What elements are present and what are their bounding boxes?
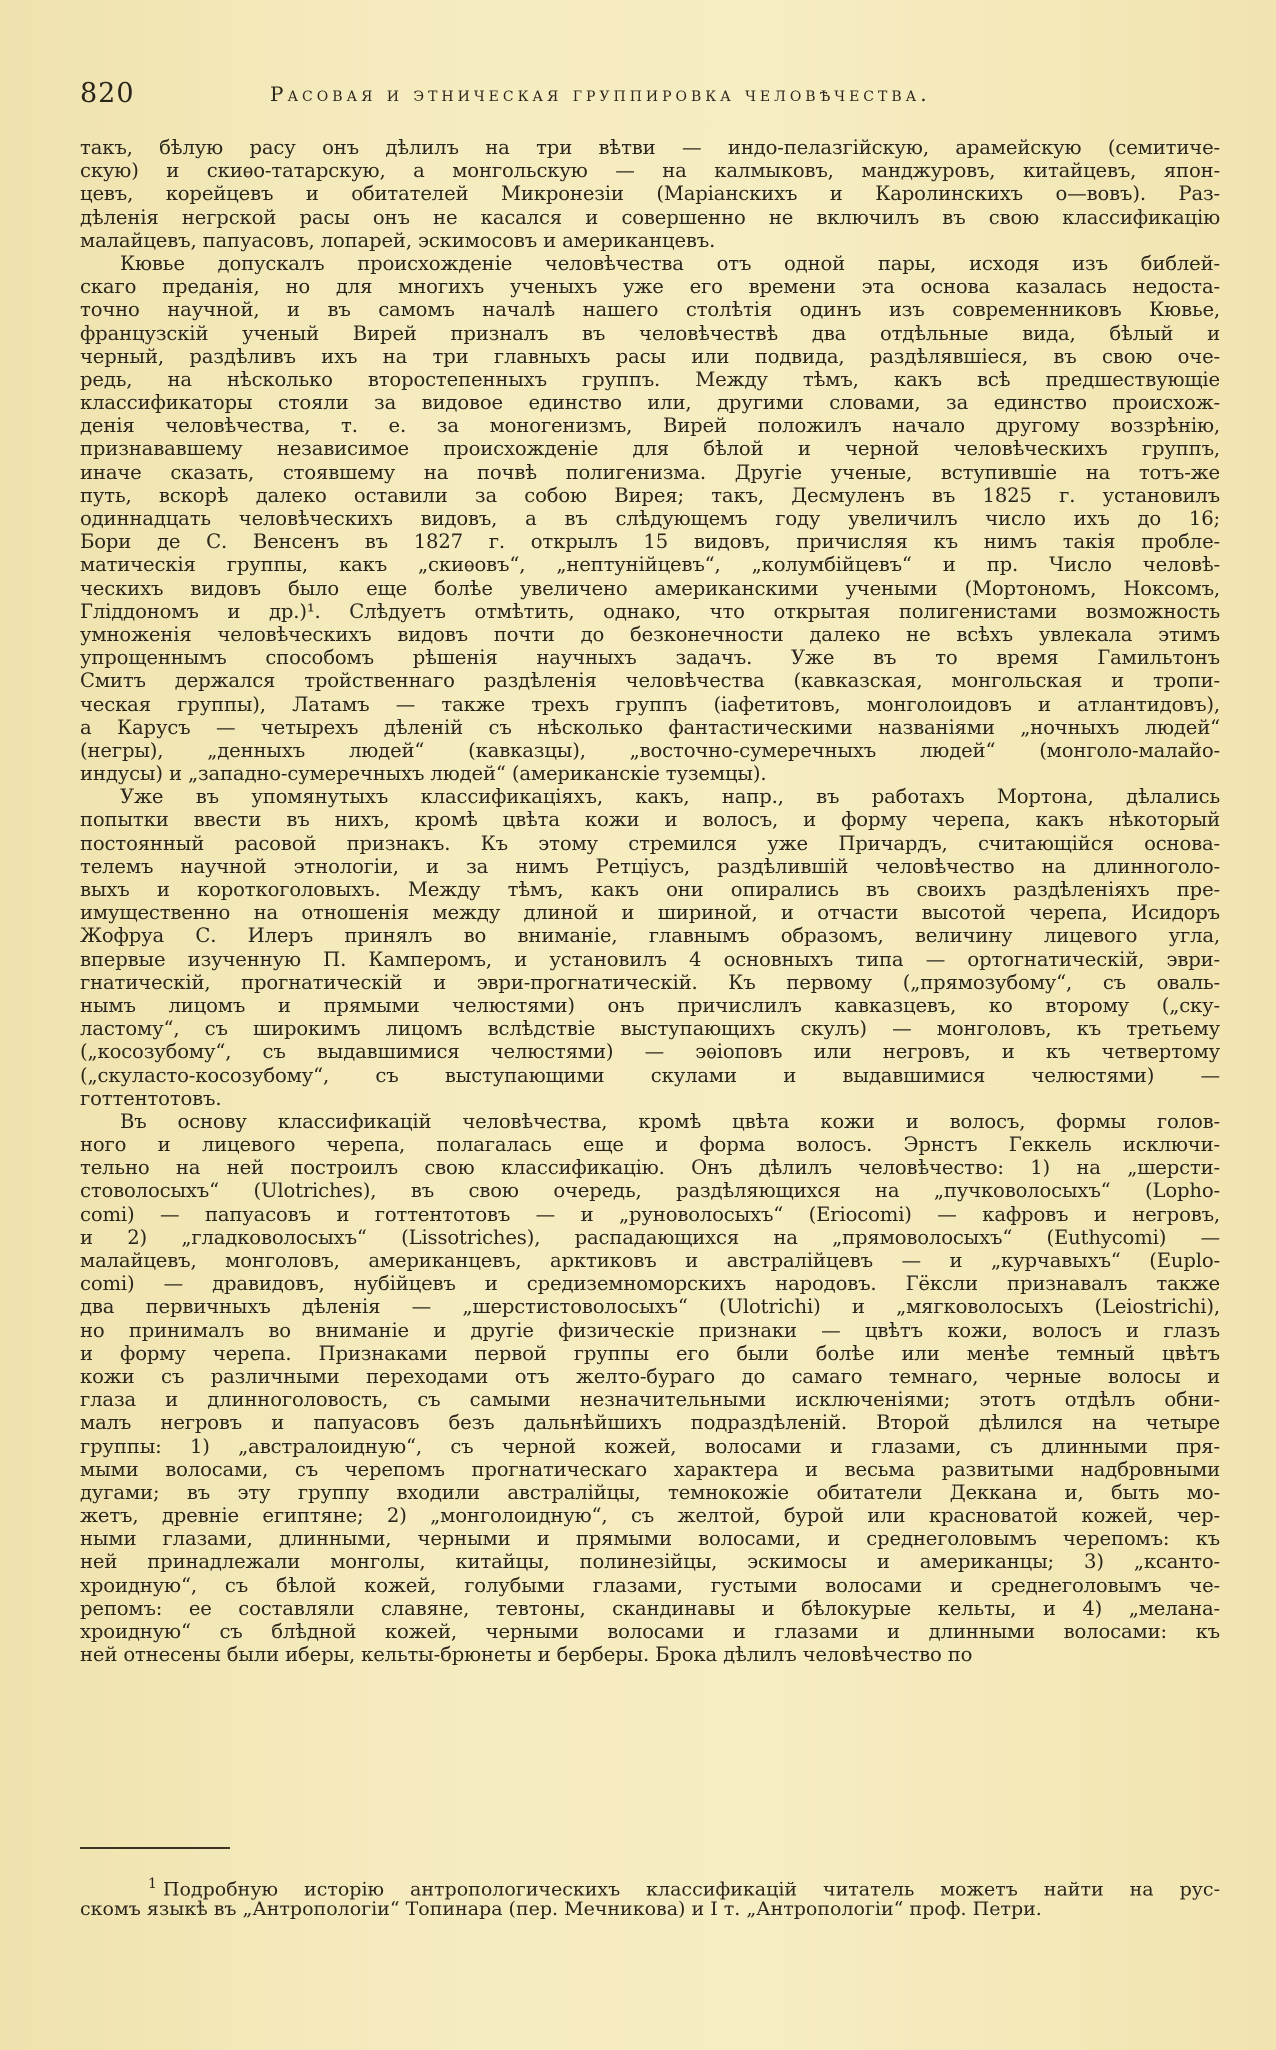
text-line: Смитъ держался тройственнаго раздѣленія человѣчества (кавказская, монгольская и тропи-: [80, 669, 1220, 693]
text-line: Жофруа С. Илеръ принялъ во вниманіе, главнымъ образомъ, величину лицевого угла,: [80, 924, 1220, 948]
text-line: матическія группы, какъ „скиѳовъ“, „нептунійцевъ“, „колумбійцевъ“ и пр. Число человѣ-: [80, 553, 1220, 577]
text-line: два первичныхъ дѣленія — „шерстистоволосыхъ“ (Ulotrichi) и „мягковолосыхъ (Leiostrichi),: [80, 1295, 1220, 1319]
text-line: comi) — папуасовъ и готтентотовъ — и „руноволосыхъ“ (Eriocomi) — кафровъ и негровъ,: [80, 1202, 1220, 1226]
footnote: [80, 1872, 1220, 1922]
text-line: попытки ввести въ нихъ, кромѣ цвѣта кожи и волосъ, и форму черепа, какъ нѣкоторый: [80, 808, 1220, 832]
text-line: тельно на ней построилъ свою классификацію. Онъ дѣлилъ человѣчество: 1) на „шерсти-: [80, 1156, 1220, 1180]
text-line: ней принадлежали монголы, китайцы, полинезійцы, эскимосы и американцы; 3) „ксанто-: [80, 1550, 1220, 1574]
text-line: нымъ лицомъ и прямыми челюстями) онъ причислилъ кавказцевъ, ко второму („ску-: [80, 993, 1220, 1017]
text-line: мыми волосами, съ черепомъ прогнатическаго характера и весьма развитыми надбровными: [80, 1457, 1220, 1481]
page-number: 820: [80, 78, 135, 109]
text-line: дугами; въ эту группу входили австралійцы, темнокожіе обитатели Деккана и, быть мо-: [80, 1480, 1220, 1504]
text-line: („косозубому“, съ выдавшимися челюстями) — эѳіоповъ или негровъ, и къ четвертому: [80, 1040, 1220, 1064]
text-line: но принималъ во вниманіе и другіе физическіе признаки — цвѣтъ кожи, волосъ и глазъ: [80, 1318, 1220, 1342]
text-line: малайцевъ, папуасовъ, лопарей, эскимосовъ и американцевъ.: [80, 228, 716, 252]
text-line: глаза и длинноголовость, съ самыми незначительными исключеніями; этотъ отдѣлъ обни-: [80, 1388, 1220, 1412]
text-line: французскій ученый Вирей призналъ въ человѣчествѣ два отдѣльные вида, бѣлый и: [80, 321, 1220, 345]
text-line: постоянный расовой признакъ. Къ этому стремился уже Причардъ, считающійся основа-: [80, 831, 1220, 855]
footnote-line: скомъ языкѣ въ „Антропологіи“ Топинара (пер. Мечникова) и I т. „Антропологіи“ проф. Петри.: [80, 1898, 1042, 1920]
text-line: ческая группы), Латамъ — также трехъ группъ (іафетитовъ, монголоидовъ и атлантидовъ),: [80, 692, 1220, 716]
text-line: (негры), „денныхъ людей“ (кавказцы), „восточно-сумеречныхъ людей“ (монголо-малайо-: [80, 738, 1220, 762]
text-line: и 2) „гладковолосыхъ“ (Lissotriches), распадающихся на „прямоволосыхъ“ (Euthycomi) —: [80, 1225, 1220, 1249]
text-line: ного и лицевого черепа, полагалась еще и форма волосъ. Эрнстъ Геккель исключи-: [80, 1133, 1220, 1157]
text-line: репомъ: ее составляли славяне, тевтоны, скандинавы и бѣлокурые кельты, и 4) „мелана-: [80, 1596, 1220, 1620]
text-line: телемъ научной этнологіи, и за нимъ Ретціусъ, раздѣлившій человѣчество на длинноголо-: [80, 854, 1220, 878]
text-line: гнатическій, прогнатическій и эври-прогнатическій. Къ первому („прямозубому“, съ оваль-: [80, 970, 1220, 994]
text-line: впервые изученную П. Камперомъ, и установилъ 4 основныхъ типа — ортогнатическій, эври-: [80, 947, 1220, 971]
text-line: редь, на нѣсколько второстепенныхъ группъ. Между тѣмъ, какъ всѣ предшествующіе: [80, 367, 1220, 391]
footnote-line: Подробную исторію антропологическихъ классификацій читатель можетъ найти на рус-: [162, 1878, 1220, 1901]
text-line: малъ негровъ и папуасовъ безъ дальнѣйшихъ подраздѣленій. Второй дѣлился на четыре: [80, 1411, 1220, 1435]
text-line: кожи съ различными переходами отъ желто-бураго до самаго темнаго, черные волосы и: [80, 1364, 1220, 1388]
text-line: группы: 1) „австралоидную“, съ черной кожей, волосами и глазами, съ длинными пря-: [80, 1434, 1220, 1458]
text-line: путь, вскорѣ далеко оставили за собою Вирея; такъ, Десмуленъ въ 1825 г. установилъ: [80, 483, 1220, 507]
page-header: [80, 78, 1210, 118]
text-line: хроидную“ съ блѣдной кожей, черными волосами и глазами и длинными волосами: къ: [80, 1620, 1220, 1643]
text-line: Бори де С. Венсенъ въ 1827 г. открылъ 15 видовъ, причисляя къ нимъ такія пробле-: [80, 530, 1220, 554]
text-line: упрощеннымъ способомъ рѣшенія научныхъ задачъ. Уже въ то время Гамильтонъ: [80, 646, 1220, 670]
text-line: такъ, бѣлую расу онъ дѣлилъ на три вѣтви — индо-пелазгійскую, арамейскую (семитиче-: [80, 136, 1220, 159]
footnote-mark: 1: [148, 1876, 157, 1892]
text-line: классификаторы стояли за видовое единство или, другими словами, за единство происхож-: [80, 391, 1220, 415]
text-line: comi) — дравидовъ, нубійцевъ и средиземноморскихъ народовъ. Гёксли признавалъ также: [80, 1272, 1220, 1296]
text-line: выхъ и короткоголовыхъ. Между тѣмъ, какъ они опирались въ своихъ раздѣленіяхъ пре-: [80, 878, 1220, 901]
text-line: иначе сказать, стоявшему на почвѣ полигенизма. Другіе ученые, вступившіе на тотъ-же: [80, 460, 1220, 484]
text-line: скую) и скиѳо-татарскую, а монгольскую — на калмыковъ, манджуровъ, китайцевъ, япон-: [80, 159, 1220, 183]
body-text: [80, 136, 1220, 1666]
text-line: ней отнесены были иберы, кельты-брюнеты и берберы. Брока дѣлилъ человѣчество по: [80, 1643, 973, 1667]
text-line: жетъ, древніе египтяне; 2) „монголоидную“, съ желтой, бурой или красноватой кожей, чер-: [80, 1504, 1220, 1528]
text-line: Кювье допускалъ происхожденіе человѣчества отъ одной пары, исходя изъ библей-: [120, 251, 1220, 275]
text-line: денія человѣчества, т. е. за моногенизмъ, Вирей положилъ начало другому воззрѣнію,: [80, 414, 1220, 438]
text-line: точно научной, и въ самомъ началѣ нашего столѣтія одинъ изъ современниковъ Кювье,: [80, 298, 1220, 322]
text-line: Въ основу классификацій человѣчества, кромѣ цвѣта кожи и волосъ, формы голов-: [120, 1109, 1220, 1133]
text-line: скаго преданія, но для многихъ ученыхъ уже его времени эта основа казалась недоста-: [80, 275, 1220, 299]
text-line: и форму черепа. Признаками первой группы его были болѣе или менѣе темный цвѣтъ: [80, 1341, 1220, 1365]
footnote-rule: [80, 1847, 230, 1849]
text-line: ческихъ видовъ было еще болѣе увеличено американскими учеными (Мортономъ, Ноксомъ,: [80, 576, 1220, 600]
text-line: одиннадцать человѣческихъ видовъ, а въ слѣдующемъ году увеличилъ число ихъ до 16;: [80, 507, 1220, 530]
text-line: готтентотовъ.: [80, 1086, 222, 1110]
text-line: малайцевъ, монголовъ, американцевъ, арктиковъ и австралійцевъ — и „курчавыхъ“ (Euplo-: [80, 1249, 1220, 1272]
running-title: Расовая и этническая группировка человѣчества.: [270, 82, 931, 106]
text-line: индусы) и „западно-сумеречныхъ людей“ (американскіе туземцы).: [80, 762, 767, 786]
text-line: имущественно на отношенія между длиной и шириной, и отчасти высотой черепа, Исидоръ: [80, 901, 1220, 925]
text-line: ными глазами, длинными, черными и прямыми волосами, и среднеголовымъ черепомъ: къ: [80, 1527, 1220, 1551]
text-line: („скуласто-косозубому“, съ выступающими скулами и выдавшимися челюстями) —: [80, 1063, 1220, 1087]
text-line: признававшему независимое происхожденіе для бѣлой и черной человѣческихъ группъ,: [80, 437, 1220, 461]
text-line: а Карусъ — четырехъ дѣленій съ нѣсколько фантастическими названіями „ночныхъ людей“: [80, 715, 1220, 739]
text-line: дѣленія негрской расы онъ не касался и совершенно не включилъ въ свою классификацію: [80, 205, 1220, 229]
text-line: ластому“, съ широкимъ лицомъ вслѣдствіе выступающихъ скулъ) — монголовъ, къ третьему: [80, 1017, 1220, 1041]
text-line: Гліддономъ и др.)¹. Слѣдуетъ отмѣтить, однако, что открытая полигенистами возможность: [80, 599, 1220, 623]
text-line: цевъ, корейцевъ и обитателей Микронезіи (Маріанскихъ и Каролинскихъ о—вовъ). Раз-: [80, 182, 1220, 206]
text-line: Уже въ упомянутыхъ классификаціяхъ, какъ, напр., въ работахъ Мортона, дѣлались: [120, 785, 1220, 809]
text-line: черный, раздѣливъ ихъ на три главныхъ расы или подвида, раздѣлявшіеся, въ свою оче-: [80, 344, 1220, 368]
text-line: умноженія человѣческихъ видовъ почти до безконечности далеко не всѣхъ увлекала этимъ: [80, 622, 1220, 646]
text-line: стоволосыхъ“ (Ulotriches), въ свою очередь, раздѣляющихся на „пучковолосыхъ“ (Lopho-: [80, 1179, 1220, 1203]
text-line: хроидную“, съ бѣлой кожей, голубыми глазами, густыми волосами и среднеголовымъ че-: [80, 1573, 1220, 1597]
